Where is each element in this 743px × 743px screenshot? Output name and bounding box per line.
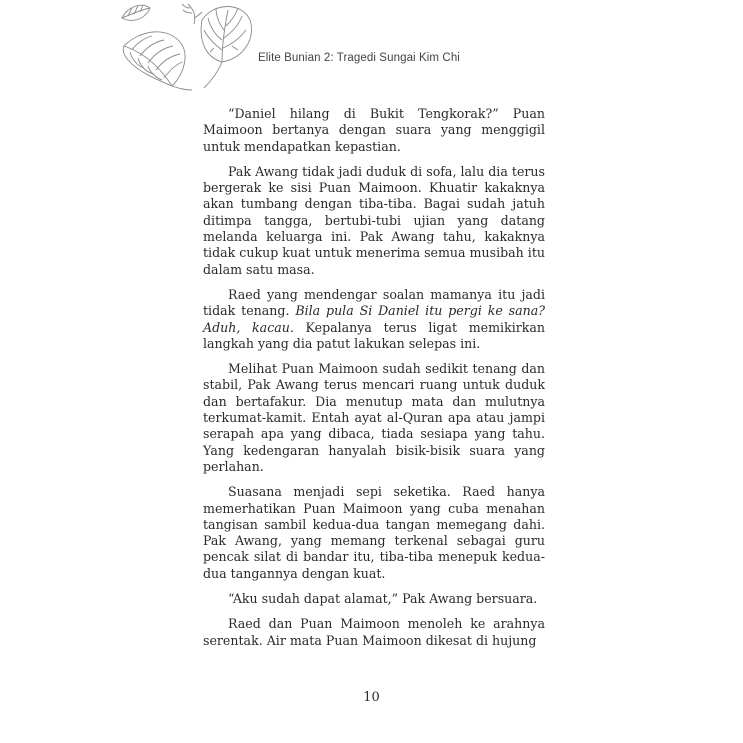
paragraph [203,616,545,649]
text-segment: Pak Awang tidak jadi duduk di sofa, lalu dia terus bergerak ke sisi Puan Maimoon. Khuatir kakaknya akan tumbang dengan tiba-tiba. Bagai sudah jatuh ditimpa tangga, bertubi-tubi ujian yang datang melanda keluarga ini. Pak Awang tahu, kakaknya tidak cukup kuat untuk menerima semua musibah itu dalam satu masa. [203,163,545,277]
text-segment: Suasana menjadi sepi seketika. Raed hanya memerhatikan Puan Maimoon yang cuba menahan tangisan sambil kedua-dua tangan memegang dahi. Pak Awang, yang memang terkenal sebagai guru pencak silat di bandar itu, tiba-tiba menepuk kedua-dua tangannya dengan kuat. [203,484,545,581]
text-segment: Melihat Puan Maimoon sudah sedikit tenang dan stabil, Pak Awang terus mencari ruang untuk duduk dan bertafakur. Dia menutup mata dan mulutnya terkumat-kamit. Entah ayat al-Quran apa atau jampi serapah apa yang dibaca, tiada sesiapa yang tahu. Yang kedengaran hanyalah bisik-bisik suara yang perlahan. [203,361,545,474]
text-segment: “Aku sudah dapat alamat,” Pak Awang bersuara. [228,591,538,607]
running-header: Elite Bunian 2: Tragedi Sungai Kim Chi [258,52,460,64]
leaf-illustration-icon [118,0,253,92]
paragraph [203,164,545,278]
paragraph [203,484,545,582]
text-segment: Raed yang mendengar soalan mamanya itu jadi tidak tenang. [203,286,545,319]
text-segment: Kepalanya terus ligat memikirkan langkah yang dia patut lakukan selepas ini. [203,319,546,351]
text-segment: Raed dan Puan Maimoon menoleh ke arahnya serentak. Air mata Puan Maimoon dikesat di hujung [203,616,545,648]
paragraph [203,591,545,607]
text-segment: “Daniel hilang di Bukit Tengkorak?” Puan Maimoon bertanya dengan suara yang menggigil untuk mendapatkan kepastian. [203,106,545,154]
page-number: 10 [363,690,380,705]
paragraph [203,361,545,475]
body-text [203,106,545,658]
italic-thought: Bila pula Si Daniel itu pergi ke sana? Aduh, kacau. [203,303,545,335]
paragraph [203,287,545,352]
paragraph [203,106,545,155]
